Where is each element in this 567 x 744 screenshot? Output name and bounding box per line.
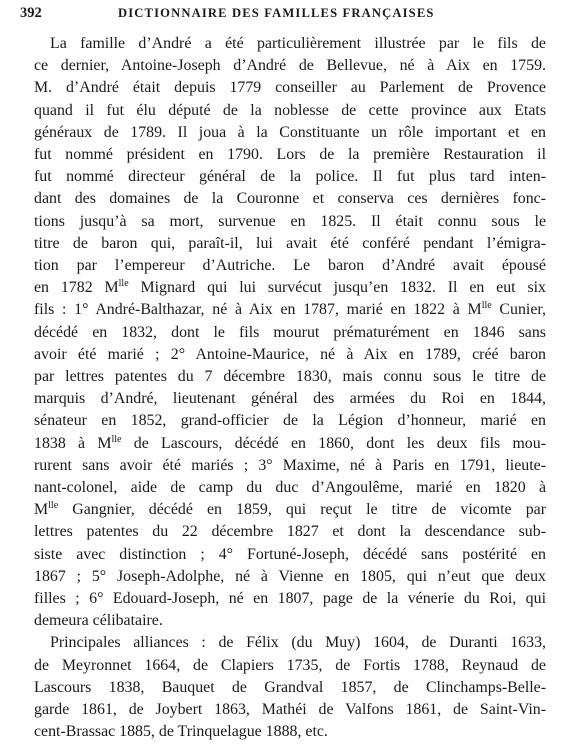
paragraph-1-line: quand il fut élu député de la noblesse de cette province aux Etats xyxy=(34,101,546,119)
paragraph-1-line: fut nommé directeur général de la police. Il fut plus tard inten- xyxy=(34,168,546,186)
paragraph-2-line: Principales alliances : de Félix (du Muy) 1604, de Duranti 1633, xyxy=(50,634,546,652)
paragraph-1-line: avoir été marié ; 2° Antoine-Maurice, né à Aix en 1789, créé baron xyxy=(34,345,546,363)
paragraph-1-line: rurent sans avoir été mariés ; 3° Maxime, né à Paris en 1791, lieute- xyxy=(34,456,546,474)
paragraph-1-line: nant-colonel, aide de camp du duc d’Angoulême, marié en 1820 à xyxy=(34,479,546,496)
paragraph-2-line: Lascours 1838, Bauquet de Grandval 1857, de Clinchamps-Belle- xyxy=(34,678,546,696)
paragraph-1-line: demeura célibataire. xyxy=(34,612,163,630)
paragraph-1-line: généraux de 1789. Il joua à la Constituante un rôle important et en xyxy=(34,123,546,141)
paragraph-1-line: en 1782 $M^{lle}$ Mignard qui lui survécut jusqu’en 1832. Il en eut six xyxy=(34,278,547,297)
paragraph-1-line: filles ; 6° Edouard-Joseph, né en 1807, page de la vénerie du Roi, qui xyxy=(34,590,546,607)
paragraph-1-line: 1838 à $M^{lle}$ de Lascours, décédé en 1860, dont les deux fils mou- xyxy=(34,433,546,452)
paragraph-1-line: La famille d’André a été particulièrement illustrée par le fils de xyxy=(50,35,546,52)
paragraph-1-line: fut nommé président en 1790. Lors de la première Restauration il xyxy=(34,146,546,163)
paragraph-1-line: sénateur en 1852, grand-officier de la Légion d’honneur, marié en xyxy=(34,412,546,430)
page-number: 392 xyxy=(20,5,42,21)
paragraph-1-line: fils : 1° André-Balthazar, né à Aix en 1787, marié en 1822 à $M^{lle}$ Cunier, xyxy=(34,300,546,319)
paragraph-1-line: marquis d’André, lieutenant général des armées du Roi en 1844, xyxy=(34,390,546,408)
paragraph-1-line: ce dernier, Antoine-Joseph d’André de Bellevue, né à Aix en 1759. xyxy=(34,57,546,75)
paragraph-1-line: siste avec distinction ; 4° Fortuné-Joseph, décédé sans postérité en xyxy=(34,545,546,563)
running-title: DICTIONNAIRE DES FAMILLES FRANÇAISES xyxy=(118,6,435,20)
paragraph-1-line: $M^{lle}$ Gangnier, décédé en 1859, qui reçut le titre de vicomte par xyxy=(34,500,546,519)
paragraph-1-line: M. d’André était depuis 1779 conseiller au Parlement de Provence xyxy=(34,79,546,97)
page-header xyxy=(20,5,550,25)
paragraph-1-line: 1867 ; 5° Joseph-Adolphe, né à Vienne en 1805, qui n’eut que deux xyxy=(34,567,546,585)
paragraph-2-line: de Meyronnet 1664, de Clapiers 1735, de Fortis 1788, Reynaud de xyxy=(34,656,546,674)
paragraph-1-line: décédé en 1832, dont le fils mourut prématurément en 1846 sans xyxy=(34,323,546,341)
paragraph-1-line: lettres patentes du 22 décembre 1827 et dont la descendance sub- xyxy=(34,523,546,541)
paragraph-1-line: dant des domaines de la Couronne et conserva ces dernières fonc- xyxy=(34,190,546,208)
paragraph-2-line: cent-Brassac 1885, de Trinquelague 1888, etc. xyxy=(34,723,328,741)
paragraph-1-line: tions jusqu’à sa mort, survenue en 1825. Il était connu sous le xyxy=(34,212,546,230)
paragraph-2-line: garde 1861, de Joybert 1863, Mathéi de Valfons 1861, de Saint-Vin- xyxy=(34,701,546,718)
paragraph-1-line: titre de baron qui, paraît-il, lui avait été conféré pendant l’émigra- xyxy=(34,234,546,252)
paragraph-1-line: tion par l’empereur d’Autriche. Le baron d’André avait épousé xyxy=(34,257,546,274)
paragraph-1-line: par lettres patentes du 7 décembre 1830, mais connu sous le titre de xyxy=(34,368,546,385)
